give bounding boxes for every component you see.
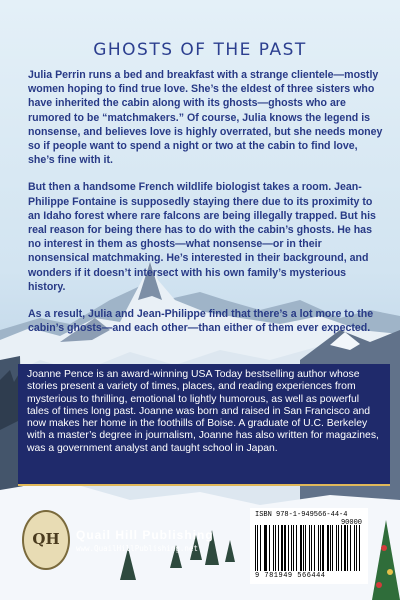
synopsis-paragraph: But then a handsome French wildlife biologist takes a room. Jean-Philippe Fontaine is supposedly staying there due to its proximity to an Idaho forest where rare falcons are being illegally trapped. But his real reason for being there has to do with the cabin’s ghosts. He has no interest in them as ghosts—what nonsense—or in their nonsensical matchmaking. He’s interested in their background, and wonders if it doesn’t intersect with his own family’s mysterious history. (28, 181, 376, 293)
barcode-bar (278, 525, 279, 571)
barcode-bar (288, 525, 289, 571)
barcode-bar (347, 525, 348, 571)
ean-digits: 9 781949 566444 (255, 572, 326, 580)
barcode-bar (273, 525, 274, 571)
barcode-bar (293, 525, 294, 571)
back-cover-title: GHOSTS OF THE PAST (93, 40, 307, 60)
barcode-bar (359, 525, 360, 571)
isbn-barcode (250, 508, 368, 584)
publisher-url: www.QuailHillPublishing.net (76, 543, 198, 553)
publisher-block (22, 510, 214, 570)
barcode-bar (330, 525, 331, 571)
barcode-bar (354, 525, 355, 571)
barcode-bar (344, 525, 346, 571)
barcode-bar (300, 525, 302, 571)
author-bio: Joanne Pence is an award-winning USA Today bestselling author whose stories present a variety of times, places, and reading experiences from mysterious to thrilling, emotional to lightly humorous, as well as powerful tales of times long past. Joanne was born and raised in San Francisco and now makes her home in the foothills of Boise. A graduate of U.C. Berkeley with a master’s degree in journalism, Joanne has also written for magazines, was a government analyst and taught school in Japan. (18, 364, 390, 486)
barcode-bar (309, 525, 310, 571)
barcode-bar (269, 525, 270, 571)
barcode-bar (255, 525, 256, 571)
barcode-bar (291, 525, 292, 571)
barcode-bar (311, 525, 312, 571)
barcode-bar (332, 525, 333, 571)
barcode-bar (296, 525, 297, 571)
barcode-bar (338, 525, 339, 571)
barcode-bar (341, 525, 342, 571)
synopsis-paragraph: As a result, Julia and Jean-Philippe find that there’s a lot more to the cabin’s ghosts—and each other—than either of them ever expected. (28, 308, 374, 335)
publisher-name: Quail Hill Publishing (76, 527, 214, 542)
logo-monogram: QH (32, 530, 60, 548)
barcode-bar (265, 525, 267, 571)
synopsis-paragraph: Julia Perrin runs a bed and breakfast with a strange clientele—mostly women hoping to find true love. She’s the eldest of three sisters who have inherited the cabin along with its ghosts—ghosts who are rumored to be “matchmakers.” Of course, Julia knows the legend is nonsense, and believes love is highly overrated, but she needs money so if people want to spend a night or two at the cabin to find love, she’s fine with it. (28, 69, 383, 167)
quail-logo-icon (22, 510, 70, 570)
barcode-bar (281, 525, 282, 571)
barcode-bar (305, 525, 306, 571)
isbn-number: ISBN 978-1-949566-44-4 (255, 511, 348, 519)
barcode-bar (314, 525, 315, 571)
barcode-bar (303, 525, 304, 571)
barcode-bar (356, 525, 357, 571)
synopsis (28, 68, 384, 348)
barcode-bar (327, 525, 328, 571)
barcode-bar (284, 525, 286, 571)
barcode-bar (318, 525, 319, 571)
barcode-bars (255, 521, 363, 571)
barcode-bar (322, 525, 324, 571)
price-code: 90000 (340, 519, 362, 527)
barcode-bar (320, 525, 321, 571)
barcode-bar (264, 525, 265, 571)
barcode-bar (275, 525, 276, 571)
barcode-bar (257, 525, 258, 571)
barcode-bar (350, 525, 351, 571)
barcode-bar (336, 525, 337, 571)
barcode-bar (260, 525, 261, 571)
